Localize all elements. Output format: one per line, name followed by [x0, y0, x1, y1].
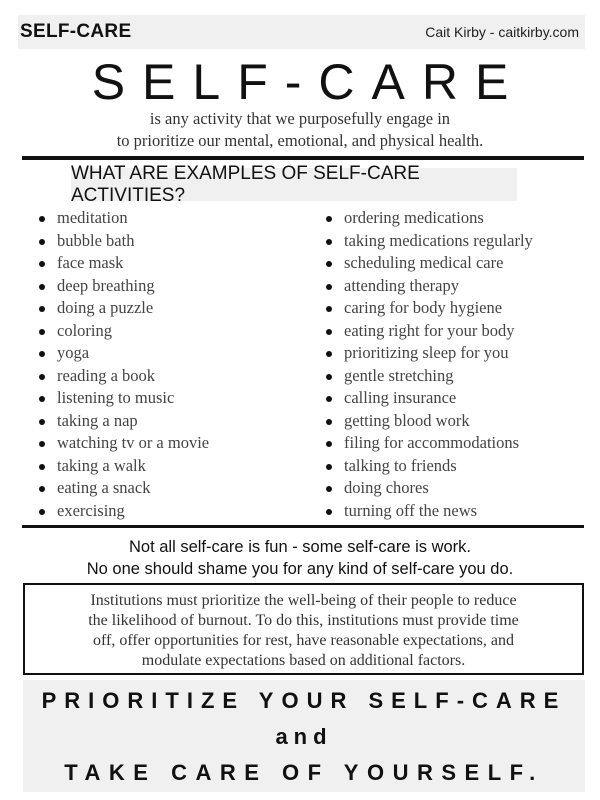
list-item: taking medications regularly: [325, 230, 533, 253]
list-item: calling insurance: [325, 387, 533, 410]
list-item: meditation: [38, 207, 209, 230]
list-item: taking a walk: [38, 455, 209, 478]
header-bar: [18, 15, 585, 49]
list-item: reading a book: [38, 365, 209, 388]
note-line-1: Not all self-care is fun - some self-care is work.: [128, 538, 471, 556]
list-item: filing for accommodations: [325, 432, 533, 455]
list-item: listening to music: [38, 387, 209, 410]
list-item: taking a nap: [38, 410, 209, 433]
list-item: eating a snack: [38, 477, 209, 500]
examples-list-right: [325, 207, 533, 522]
list-item: talking to friends: [325, 455, 533, 478]
footer-line-2: and: [275, 724, 333, 749]
list-item: exercising: [38, 500, 209, 523]
institutions-line-2: the likelihood of burnout. To do this, institutions must provide time: [88, 612, 519, 629]
list-item: deep breathing: [38, 275, 209, 298]
header-title: SELF-CARE: [20, 21, 132, 42]
divider-middle: [22, 525, 584, 528]
footer-line-1: PRIORITIZE YOUR SELF-CARE: [41, 688, 567, 713]
institutions-line-1: Institutions must prioritize the well-being of their people to reduce: [90, 592, 517, 609]
institutions-line-3: off, offer opportunities for rest, have reasonable expectations, and: [92, 632, 515, 649]
list-item: turning off the news: [325, 500, 533, 523]
footer-banner: [23, 680, 585, 792]
list-item: scheduling medical care: [325, 252, 533, 275]
footer-line-3: TAKE CARE OF YOURSELF.: [64, 760, 544, 785]
list-item: caring for body hygiene: [325, 297, 533, 320]
list-item: yoga: [38, 342, 209, 365]
institutions-line-4: modulate expectations based on additional factors.: [141, 652, 466, 669]
list-item: watching tv or a movie: [38, 432, 209, 455]
definition: [0, 108, 600, 152]
list-item: attending therapy: [325, 275, 533, 298]
list-item: bubble bath: [38, 230, 209, 253]
list-item: ordering medications: [325, 207, 533, 230]
institutions-box: [23, 583, 584, 675]
list-item: gentle stretching: [325, 365, 533, 388]
note-line-2: No one should shame you for any kind of self-care you do.: [86, 560, 514, 578]
list-item: prioritizing sleep for you: [325, 342, 533, 365]
list-item: eating right for your body: [325, 320, 533, 343]
definition-line-1: is any activity that we purposefully engage in: [149, 109, 451, 128]
list-item: doing chores: [325, 477, 533, 500]
examples-heading: WHAT ARE EXAMPLES OF SELF-CARE ACTIVITIES?: [71, 168, 517, 201]
list-item: coloring: [38, 320, 209, 343]
examples-list-left: [38, 207, 209, 522]
list-item: doing a puzzle: [38, 297, 209, 320]
page-title: SELF-CARE: [91, 54, 526, 110]
definition-line-2: to prioritize our mental, emotional, and physical health.: [116, 131, 484, 150]
header-author: Cait Kirby - caitkirby.com: [425, 24, 579, 40]
list-item: getting blood work: [325, 410, 533, 433]
self-care-note: [0, 536, 600, 580]
list-item: face mask: [38, 252, 209, 275]
divider-top: [22, 156, 584, 160]
